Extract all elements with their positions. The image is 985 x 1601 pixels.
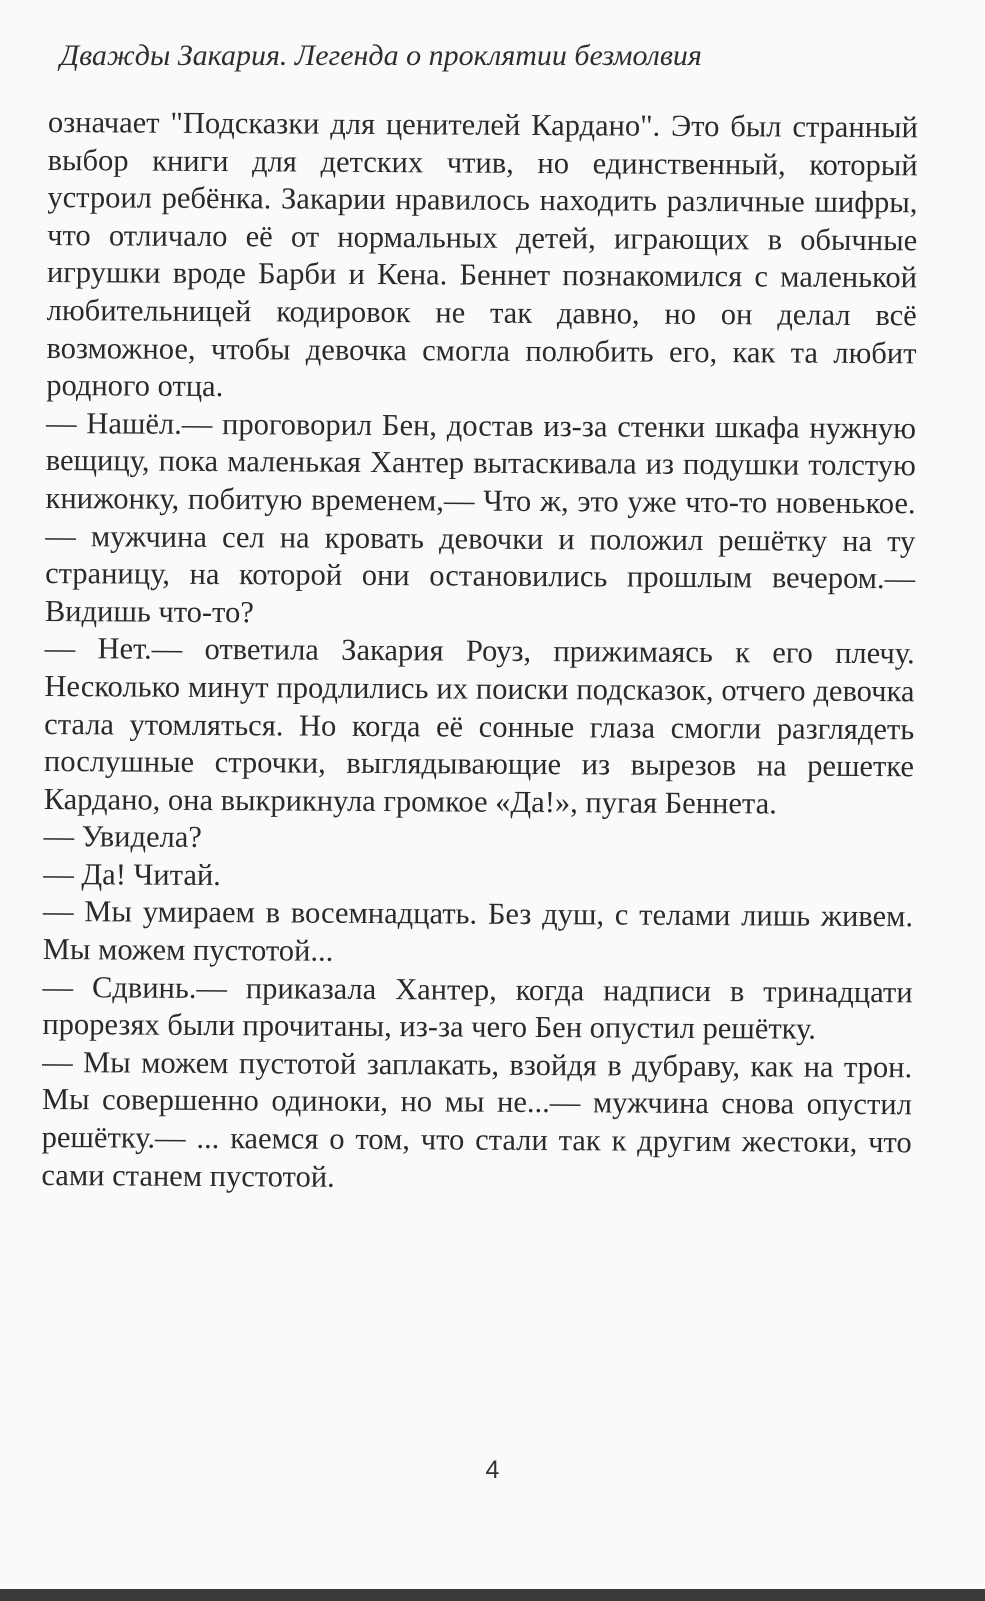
paragraph: — Нет.— ответила Закария Роуз, прижимаясь к его плечу. Несколько минут продлились их поиски подсказок, отчего девочка стала утомляться. Но когда её сонные глаза смогли разглядеть послушные строчки, выглядывающие из вырезов на решетке Кардано, она выкрикнула громкое «Да!», пугая Беннета. [43, 631, 915, 821]
body-text [41, 104, 918, 1200]
running-header: Дважды Закария. Легенда о проклятии безмолвия [60, 39, 702, 72]
paragraph: — Да! Читай. [43, 856, 221, 892]
paragraph: — Сдвинь.— приказала Хантер, когда надписи в тринадцати прорезях были прочитаны, из-за чего Бен опустил решётку. [42, 969, 913, 1046]
paragraph: — Увидела? [43, 819, 202, 855]
paragraph: — Нашёл.— проговорил Бен, достав из-за стенки шкафа нужную вещицу, пока маленькая Хантер вытаскивала из подушки толстую книжонку, побитую временем,— Что ж, это уже что-то новенькое.— мужчина сел на кровать девочки и положил решётку на ту страницу, на которой они остановились прошлым вечером.— Видишь что-то? [44, 405, 917, 629]
paragraph: означает "Подсказки для ценителей Кардано". Это был странный выбор книги для детских чтив, но единственный, который устроил ребёнка. Закарии нравилось находить различные шифры, что отличало её от нормальных детей, играющих в обычные игрушки вроде Барби и Кена. Беннет познакомился с маленькой любительницей кодировок не так давно, но он делал всё возможное, чтобы девочка смогла полюбить его, как та любит родного отца. [46, 104, 918, 404]
scan-bottom-edge [0, 1589, 985, 1601]
paragraph: — Мы можем пустотой заплакать, взойдя в дубраву, как на трон. Мы совершенно одиноки, но мы не...— мужчина снова опустил решётку.— ... каемся о том, что стали так к другим жестоки, что сами станем пустотой. [41, 1044, 913, 1194]
paragraph: — Мы умираем в восемнадцать. Без душ, с телами лишь живем. Мы можем пустотой... [42, 894, 914, 968]
page-number: 4 [485, 1456, 500, 1484]
